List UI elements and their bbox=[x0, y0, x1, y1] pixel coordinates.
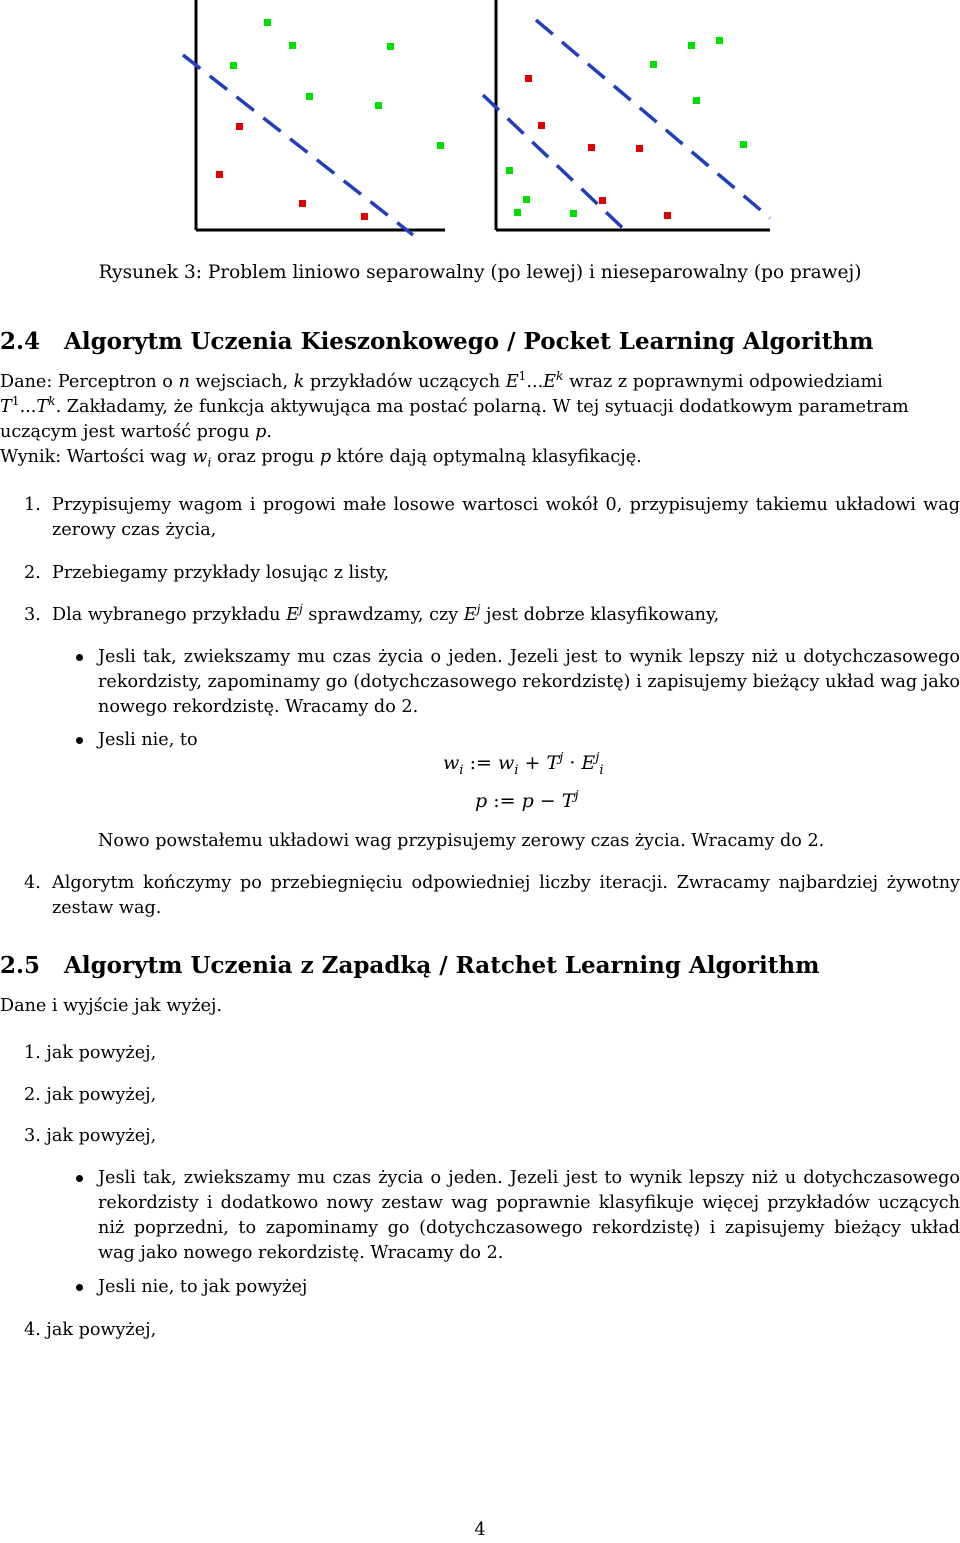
math-w: w bbox=[443, 752, 460, 774]
step-number: 4. bbox=[24, 873, 41, 893]
bullet-item bbox=[76, 728, 960, 753]
left-plot-positive-point bbox=[306, 93, 313, 100]
page-number: 4 bbox=[474, 1520, 486, 1540]
section-heading-2-4 bbox=[0, 328, 873, 355]
right-plot-negative-point bbox=[588, 144, 595, 151]
step-3-2-5: 3. jak powyżej, bbox=[24, 1126, 157, 1146]
math-sub: i bbox=[514, 762, 519, 778]
text-span: sprawdzamy, czy bbox=[302, 605, 464, 625]
text-span: ... bbox=[526, 372, 544, 392]
step-number: 2. bbox=[24, 563, 41, 583]
bullet-item bbox=[76, 1275, 960, 1300]
text-span: wraz z poprawnymi odpowiedziami bbox=[563, 372, 883, 392]
text-span: oraz progu bbox=[211, 447, 320, 467]
right-plot-positive-point bbox=[570, 210, 577, 217]
math-operator: := bbox=[487, 790, 522, 812]
left-plot-negative-point bbox=[299, 200, 306, 207]
after-equation-text bbox=[76, 829, 960, 854]
bullet-dot bbox=[76, 737, 83, 744]
bullet-text: Jesli nie, to bbox=[98, 730, 198, 750]
math-sup: k bbox=[556, 369, 564, 384]
math-operator: − bbox=[533, 790, 562, 812]
right-plot-positive-point bbox=[740, 141, 747, 148]
math-sup: 1 bbox=[518, 369, 527, 384]
right-plot-positive-point bbox=[688, 42, 695, 49]
figure-caption: Rysunek 3: Problem liniowo separowalny (po lewej) i nieseparowalny (po prawej) bbox=[98, 262, 862, 283]
math-p: p bbox=[521, 790, 534, 812]
left-plot-negative-point bbox=[236, 123, 243, 130]
bullet-text: Nowo powstałemu układowi wag przypisujemy zerowy czas życia. Wracamy do 2. bbox=[98, 831, 825, 851]
right-plot-negative-point bbox=[525, 75, 532, 82]
section-heading-2-5 bbox=[0, 952, 819, 979]
step-text: Algorytm kończymy po przebiegnięciu odpowiedniej liczby iteracji. Zwracamy najbardziej żywotny zestaw wag. bbox=[52, 873, 960, 918]
math-sup: j bbox=[298, 602, 303, 617]
right-plot-positive-point bbox=[693, 97, 700, 104]
bullet-dot bbox=[76, 1175, 83, 1182]
text-span: wejsciach, bbox=[189, 372, 294, 392]
math-w: w bbox=[192, 447, 208, 467]
math-E: E bbox=[286, 605, 299, 625]
bullet-text: Jesli tak, zwiekszamy mu czas życia o jeden. Jezeli jest to wynik lepszy niż u dotychczasowego rekordzisty i dodatkowo nowy zestaw wag poprawnie klasyfikuje więcej przykładów uczących niż poprzedni, to zapominamy go (dotychczasowego rekordzistę) i zapisujemy bieżący układ wag jako nowego rekordzistę. Wracamy do 2. bbox=[98, 1168, 960, 1263]
math-sup: j bbox=[574, 788, 579, 804]
bullet-text: Jesli tak, zwiekszamy mu czas życia o jeden. Jezeli jest to wynik lepszy niż u dotychczasowego rekordzisty, zapominamy go (dotychczasowego rekordzistę) i zapisujemy bieżący układ wag jako nowego rekordzistę. Wracamy do 2. bbox=[98, 647, 960, 717]
section-title: Algorytm Uczenia z Zapadką / Ratchet Learning Algorithm bbox=[64, 952, 820, 979]
step-3 bbox=[24, 603, 960, 628]
text-span: które dają optymalną klasyfikację. bbox=[331, 447, 642, 467]
math-E: E bbox=[463, 605, 477, 625]
text-span: ... bbox=[19, 397, 37, 417]
step-number: 1. bbox=[24, 495, 41, 515]
left-plot-positive-point bbox=[437, 142, 444, 149]
right-plot-positive-point bbox=[514, 209, 521, 216]
math-T: T bbox=[0, 397, 12, 417]
math-operator: := bbox=[463, 752, 498, 774]
math-sup: j bbox=[595, 750, 600, 766]
left-plot-positive-point bbox=[375, 102, 382, 109]
left-plot-negative-point bbox=[361, 213, 368, 220]
bullet-item bbox=[76, 1166, 960, 1266]
math-operator: + bbox=[518, 752, 547, 774]
step-number: 3. bbox=[24, 605, 41, 625]
text-span: uczącym jest wartość progu bbox=[0, 422, 256, 442]
math-p: p bbox=[475, 790, 488, 812]
step-4-2-5: 4. jak powyżej, bbox=[24, 1320, 157, 1340]
text-span: . Zakładamy, że funkcja aktywująca ma postać polarną. W tej sytuacji dodatkowym parametram bbox=[55, 397, 909, 417]
math-E: E bbox=[505, 372, 519, 392]
step-text: Przypisujemy wagom i progowi małe losowe wartosci wokół 0, przypisujemy takiemu układowi wag zerowy czas życia, bbox=[52, 495, 960, 540]
math-p: p bbox=[319, 447, 332, 467]
text-span: Dane: Perceptron o bbox=[0, 372, 179, 392]
text-span: jest dobrze klasyfikowany, bbox=[480, 605, 720, 625]
math-operator: · bbox=[563, 752, 582, 774]
math-E: E bbox=[581, 752, 596, 774]
text-span: przykładów uczących bbox=[304, 372, 506, 392]
right-plot-negative-point bbox=[538, 122, 545, 129]
bullet-item bbox=[76, 645, 960, 720]
math-sup: 1 bbox=[11, 394, 20, 409]
left-plot-positive-point bbox=[230, 62, 237, 69]
math-T: T bbox=[561, 790, 575, 812]
equation-threshold bbox=[475, 790, 579, 812]
equation-weights bbox=[443, 750, 604, 778]
math-sup: k bbox=[48, 394, 56, 409]
section-number: 2.4 bbox=[0, 328, 41, 355]
right-plot-positive-point bbox=[506, 167, 513, 174]
text-span: Wynik: Wartości wag bbox=[0, 447, 193, 467]
step-text: Przebiegamy przykłady losując z listy, bbox=[52, 563, 390, 583]
bullet-dot bbox=[76, 654, 83, 661]
right-plot-negative-point bbox=[664, 212, 671, 219]
step-2 bbox=[24, 561, 960, 586]
right-plot-negative-point bbox=[636, 145, 643, 152]
left-plot-negative-point bbox=[216, 171, 223, 178]
right-plot-negative-point bbox=[599, 197, 606, 204]
scatter-figure bbox=[0, 0, 960, 250]
text-span: . bbox=[266, 422, 272, 442]
left-plot-positive-point bbox=[264, 19, 271, 26]
section-title: Algorytm Uczenia Kieszonkowego / Pocket Learning Algorithm bbox=[64, 328, 874, 355]
step-text bbox=[52, 603, 960, 628]
math-sub: i bbox=[459, 762, 464, 778]
given-paragraph-2-5: Dane i wyjście jak wyżej. bbox=[0, 996, 223, 1016]
bullet-dot bbox=[76, 1284, 83, 1291]
step-2-2-5: 2. jak powyżej, bbox=[24, 1085, 157, 1105]
left-plot-positive-point bbox=[289, 42, 296, 49]
section-number: 2.5 bbox=[0, 952, 41, 979]
right-plot-separator-line bbox=[536, 20, 770, 218]
right-plot-separator-line bbox=[483, 95, 630, 235]
right-plot-positive-point bbox=[650, 61, 657, 68]
math-sup: j bbox=[559, 750, 564, 766]
left-plot-positive-point bbox=[387, 43, 394, 50]
step-1-2-5: 1. jak powyżej, bbox=[24, 1043, 157, 1063]
math-p: p bbox=[255, 422, 267, 442]
math-T: T bbox=[546, 752, 560, 774]
math-sup: j bbox=[476, 602, 481, 617]
given-paragraph bbox=[0, 370, 960, 470]
left-plot-separator-line bbox=[183, 55, 413, 235]
right-plot-positive-point bbox=[523, 196, 530, 203]
math-sub: i bbox=[207, 455, 212, 470]
math-w: w bbox=[497, 752, 515, 774]
step-4 bbox=[24, 871, 960, 921]
math-sub: i bbox=[599, 762, 604, 778]
math-n: n bbox=[178, 372, 190, 392]
math-k: k bbox=[293, 372, 305, 392]
bullet-text: Jesli nie, to jak powyżej bbox=[98, 1277, 308, 1297]
right-plot-positive-point bbox=[716, 37, 723, 44]
math-E: E bbox=[543, 372, 557, 392]
step-1 bbox=[24, 493, 960, 543]
math-T: T bbox=[36, 397, 49, 417]
text-span: Dla wybranego przykładu bbox=[52, 605, 287, 625]
